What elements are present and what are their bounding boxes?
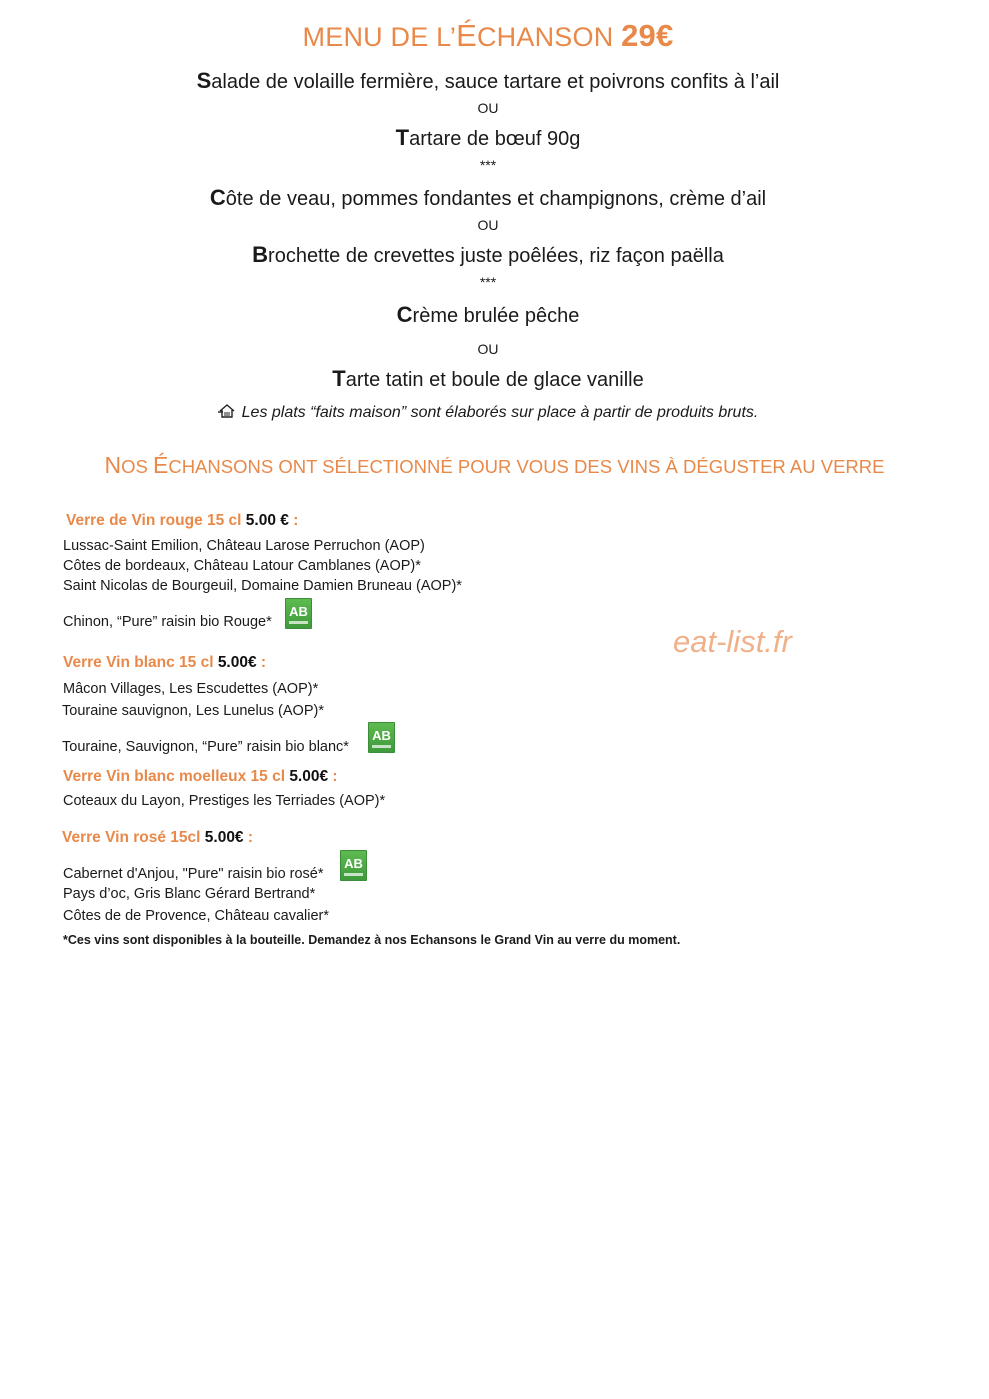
wine-item: Touraine, Sauvignon, “Pure” raisin bio blanc* <box>62 739 349 755</box>
wine-item: Saint Nicolas de Bourgeuil, Domaine Damien Bruneau (AOP)* <box>63 578 462 594</box>
dish-dessert-2: Tarte tatin et boule de glace vanille <box>332 366 644 391</box>
bio-logo-icon <box>285 598 312 629</box>
wine-item: Mâcon Villages, Les Escudettes (AOP)* <box>63 681 319 697</box>
wine-item: Cabernet d'Anjou, "Pure" raisin bio rosé* <box>63 866 324 882</box>
wine-item: Pays d’oc, Gris Blanc Gérard Bertrand* <box>63 886 316 902</box>
svg-text:AB: AB <box>289 604 308 619</box>
wine-item: Côtes de de Provence, Château cavalier* <box>63 908 329 924</box>
menu-price: 29€ <box>621 18 674 53</box>
dish-starter-1: Salade de volaille fermière, sauce tartare et poivrons confits à l’ail <box>196 68 780 93</box>
or-separator: OU <box>477 217 499 233</box>
course-separator: *** <box>479 157 497 173</box>
wine-item: Lussac-Saint Emilion, Château Larose Perruchon (AOP) <box>63 538 425 554</box>
watermark: eat-list.fr <box>673 624 792 659</box>
wine-heading-moelleux: Verre Vin blanc moelleux 15 cl 5.00€ : <box>63 768 338 785</box>
or-separator: OU <box>477 100 499 116</box>
wine-heading-rouge: Verre de Vin rouge 15 cl 5.00 € : <box>66 512 299 529</box>
svg-text:AB: AB <box>372 728 391 743</box>
course-separator: *** <box>479 274 497 290</box>
svg-text:AB: AB <box>344 856 363 871</box>
wine-heading-rose: Verre Vin rosé 15cl 5.00€ : <box>62 829 254 846</box>
wines-heading: NOS ÉCHANSONS ONT SÉLECTIONNÉ POUR VOUS DES VINS À DÉGUSTER AU VERRE <box>104 452 885 478</box>
bio-logo-icon <box>340 850 367 881</box>
house-icon <box>218 403 236 424</box>
wine-item: Coteaux du Layon, Prestiges les Terriades (AOP)* <box>63 793 386 809</box>
wine-heading-blanc: Verre Vin blanc 15 cl 5.00€ : <box>63 654 267 671</box>
title-post: CHANSON <box>476 22 622 52</box>
wine-item: Touraine sauvignon, Les Lunelus (AOP)* <box>62 703 324 719</box>
page-title <box>0 18 976 54</box>
dish-main-2: Brochette de crevettes juste poêlées, riz façon paëlla <box>252 242 724 267</box>
or-separator: OU <box>477 341 499 357</box>
dish-dessert-1: Crème brulée pêche <box>396 302 580 327</box>
dish-main-1: Côte de veau, pommes fondantes et champignons, crème d’ail <box>209 185 767 210</box>
homemade-note: Les plats “faits maison” sont élaborés sur place à partir de produits bruts. <box>0 403 976 424</box>
title-pre: MENU DE L’ <box>302 22 457 52</box>
wine-item: Côtes de bordeaux, Château Latour Camblanes (AOP)* <box>63 558 421 574</box>
dish-starter-2: Tartare de bœuf 90g <box>395 125 581 150</box>
title-initial: É <box>456 18 477 53</box>
wine-item: Chinon, “Pure” raisin bio Rouge* <box>63 614 272 630</box>
bio-logo-icon <box>368 722 395 753</box>
bottle-footnote: *Ces vins sont disponibles à la bouteille. Demandez à nos Echansons le Grand Vin au verre du moment. <box>63 933 681 947</box>
